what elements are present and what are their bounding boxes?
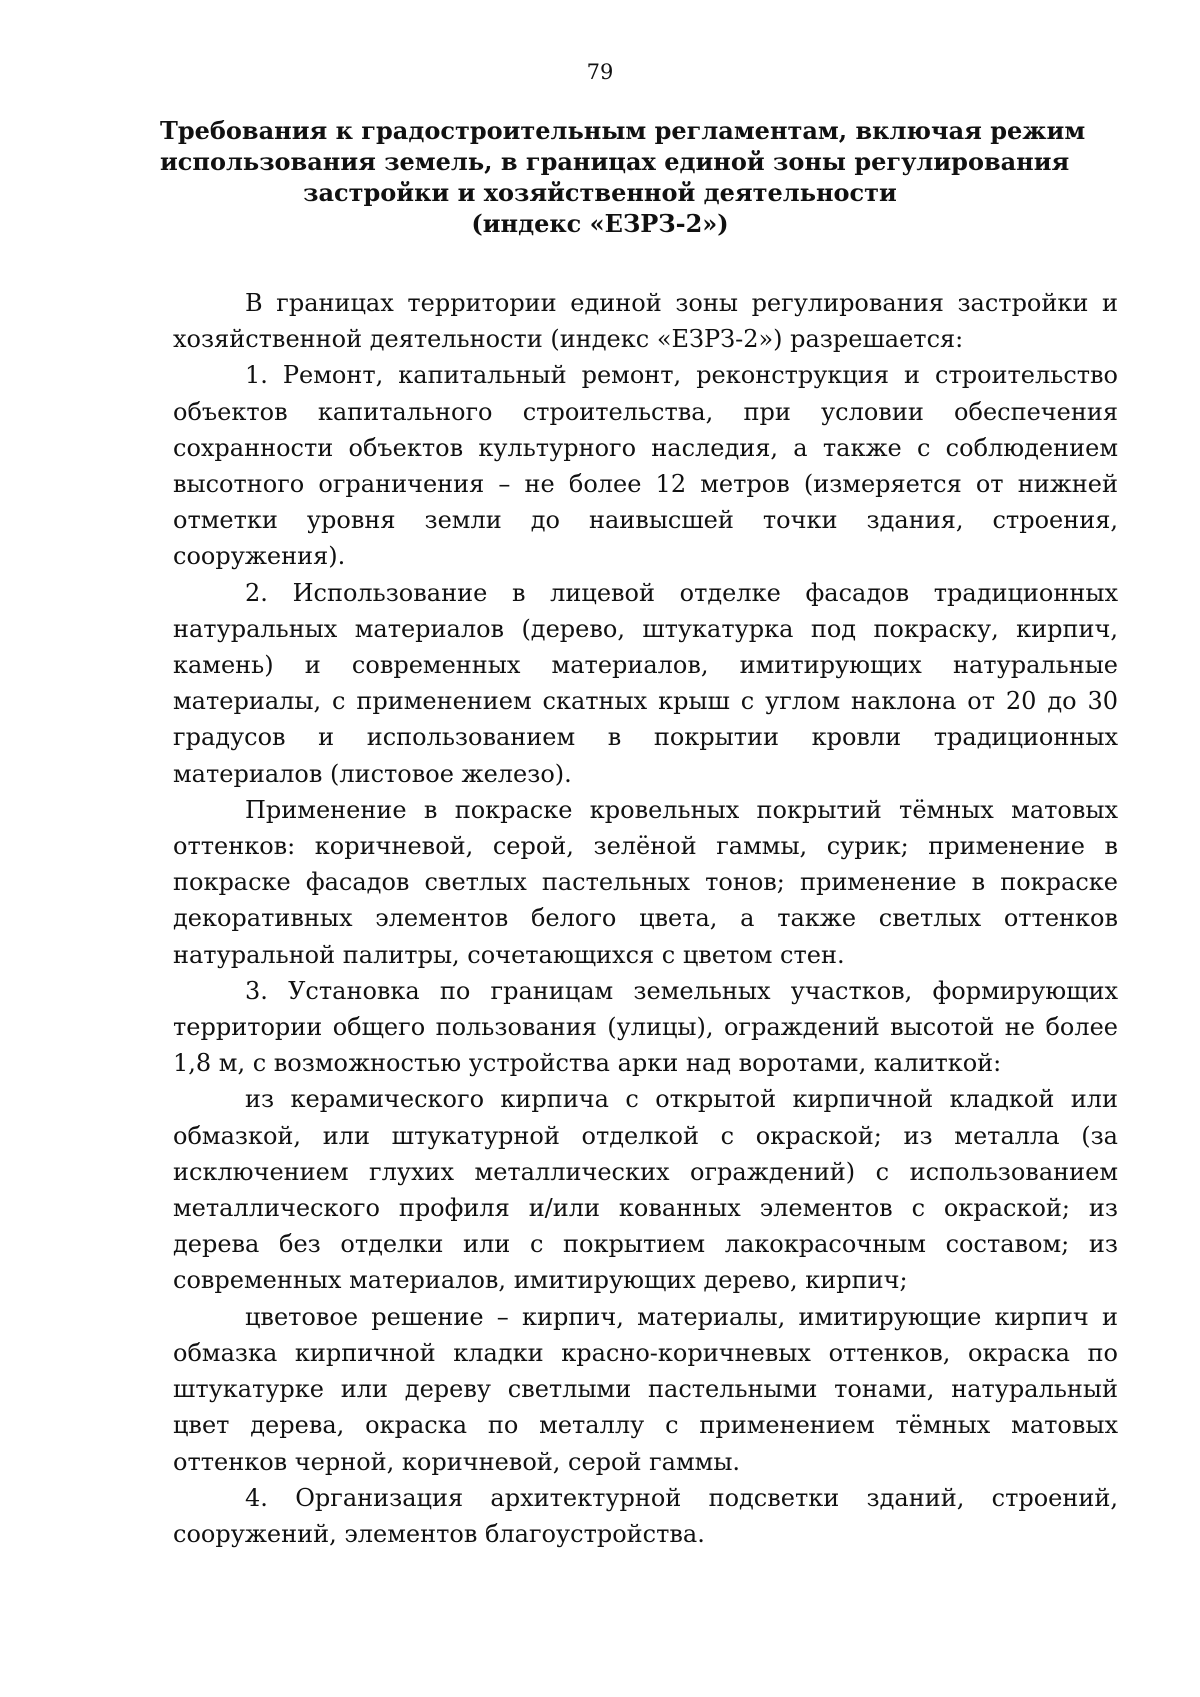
section-title <box>160 115 1086 239</box>
section-title-line-4: (индекс «ЕЗРЗ-2») <box>471 209 729 238</box>
intro-paragraph: В границах территории единой зоны регулирования застройки и хозяйственной деятельности (индекс «ЕЗРЗ-2») разрешается: <box>173 289 1118 354</box>
fence-colors-paragraph: цветовое решение – кирпич, материалы, имитирующие кирпич и обмазка кирпичной кладки красно-коричневых оттенков, окраска по штукатурке или дереву светлыми пастельными тонами, натуральный цвет дерева, окраска по металлу с применением тёмных матовых оттенков черной, коричневой, серой гаммы. <box>173 1302 1118 1476</box>
roof-colors-paragraph: Применение в покраске кровельных покрытий тёмных матовых оттенков: коричневой, серой, зелёной гаммы, сурик; применение в покраске фасадов светлых пастельных тонов; применение в покраске декоративных элементов белого цвета, а также светлых оттенков натуральной палитры, сочетающихся с цветом стен. <box>173 795 1118 969</box>
item-4-paragraph: 4. Организация архитектурной подсветки зданий, строений, сооружений, элементов благоустройства. <box>173 1483 1118 1548</box>
section-title-line-1: Требования к градостроительным регламентам, включая режим <box>160 116 1086 145</box>
item-2-paragraph: 2. Использование в лицевой отделке фасадов традиционных натуральных материалов (дерево, штукатурка под покраску, кирпич, камень) и современных материалов, имитирующих натуральные материалы, с применением скатных крыш с углом наклона от 20 до 30 градусов и использованием в покрытии кровли традиционных материалов (листовое железо). <box>173 578 1118 788</box>
item-3-paragraph: 3. Установка по границам земельных участков, формирующих территории общего пользования (улицы), ограждений высотой не более 1,8 м, с возможностью устройства арки над воротами, калиткой: <box>173 976 1118 1078</box>
section-title-line-2: использования земель, в границах единой зоны регулирования <box>160 147 1070 176</box>
section-title-line-3: застройки и хозяйственной деятельности <box>303 178 897 207</box>
document-body <box>173 285 1118 1552</box>
item-1-paragraph: 1. Ремонт, капитальный ремонт, реконструкция и строительство объектов капитального строительства, при условии обеспечения сохранности объектов культурного наследия, а также с соблюдением высотного ограничения – не более 12 метров (измеряется от нижней отметки уровня земли до наивысшей точки здания, строения, сооружения). <box>173 361 1118 571</box>
page-number: 79 <box>586 60 614 84</box>
fence-materials-paragraph: из керамического кирпича с открытой кирпичной кладкой или обмазкой, или штукатурной отделкой с окраской; из металла (за исключением глухих металлических ограждений) с использованием металлического профиля и/или кованных элементов с окраской; из дерева без отделки или с покрытием лакокрасочным составом; из современных материалов, имитирующих дерево, кирпич; <box>173 1085 1118 1295</box>
